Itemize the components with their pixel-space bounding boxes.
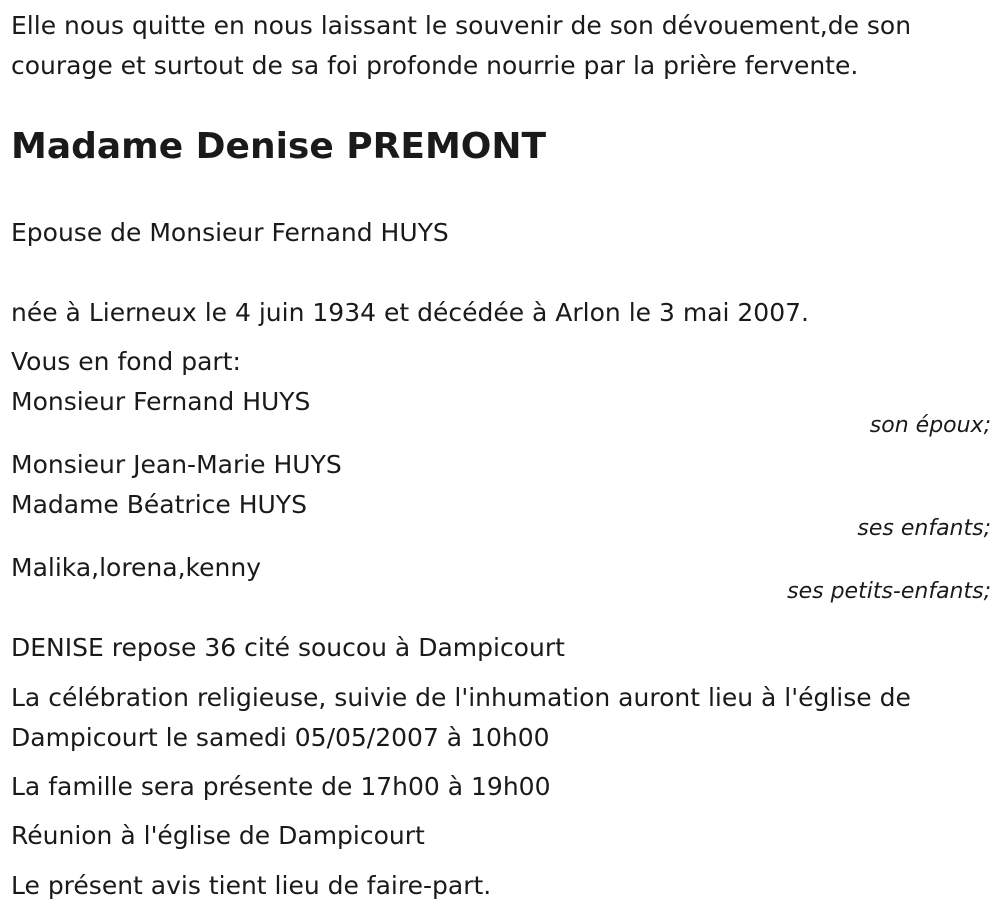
family-grandchildren-role: ses petits-enfants; (787, 579, 991, 604)
meeting-line: Réunion à l'église de Dampicourt (11, 821, 425, 850)
announce-label: Vous en fond part: (11, 347, 241, 376)
family-children-role: ses enfants; (857, 516, 991, 541)
family-child-name: Monsieur Jean-Marie HUYS (11, 450, 342, 479)
spouse-line: Epouse de Monsieur Fernand HUYS (11, 218, 449, 247)
rest-location-line: DENISE repose 36 cité soucou à Dampicourt (11, 633, 565, 662)
notice-line: Le présent avis tient lieu de faire-part. (11, 871, 492, 900)
family-child-name: Madame Béatrice HUYS (11, 490, 307, 519)
family-spouse-role: son époux; (869, 413, 991, 438)
birth-death-line: née à Lierneux le 4 juin 1934 et décédée à Arlon le 3 mai 2007. (11, 298, 809, 327)
family-spouse-name: Monsieur Fernand HUYS (11, 387, 311, 416)
intro-line-1: Elle nous quitte en nous laissant le souvenir de son dévouement,de son (11, 11, 912, 40)
ceremony-line-2: Dampicourt le samedi 05/05/2007 à 10h00 (11, 723, 550, 752)
intro-line-2: courage et surtout de sa foi profonde nourrie par la prière fervente. (11, 51, 859, 80)
family-presence-line: La famille sera présente de 17h00 à 19h00 (11, 772, 551, 801)
ceremony-line-1: La célébration religieuse, suivie de l'inhumation auront lieu à l'église de (11, 683, 911, 712)
family-grandchildren-names: Malika,lorena,kenny (11, 553, 261, 582)
intro-paragraph (11, 6, 911, 86)
deceased-name-title: Madame Denise PREMONT (11, 126, 547, 167)
